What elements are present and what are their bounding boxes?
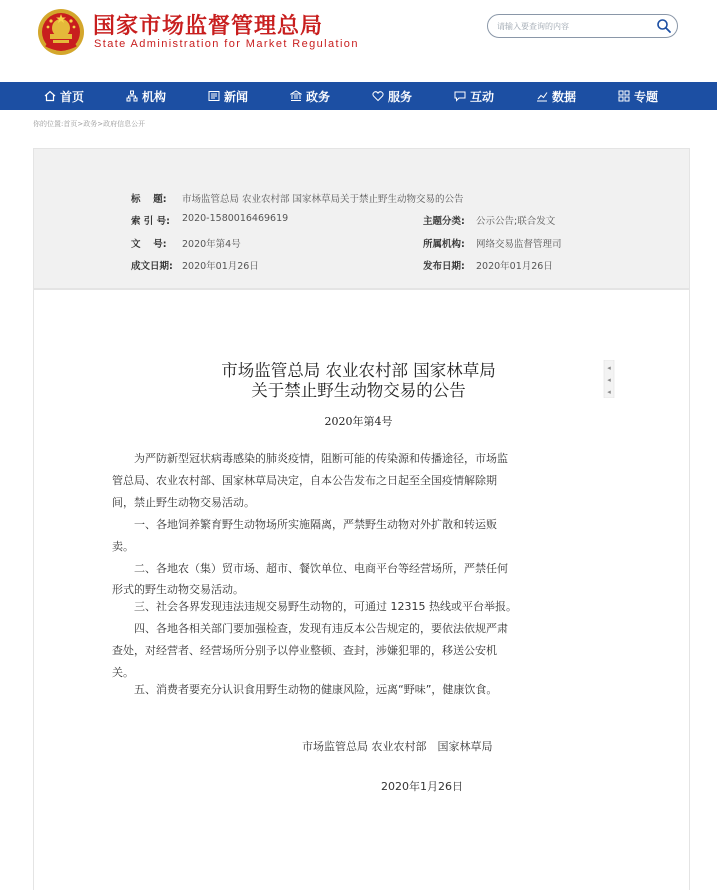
nav-item-news[interactable]	[208, 82, 248, 110]
chart-icon	[536, 90, 548, 102]
heart-icon	[372, 90, 384, 102]
meta-date-value: 2020年01月26日	[182, 261, 259, 272]
home-icon	[44, 90, 56, 102]
nav-item-home[interactable]	[44, 82, 84, 110]
nav-item-interact[interactable]	[454, 82, 494, 110]
meta-index-label: 索 引 号:	[131, 216, 170, 227]
nav-label: 机构	[142, 89, 167, 104]
meta-pubdate-label: 发布日期:	[423, 261, 465, 272]
svg-text:◂: ◂	[607, 388, 611, 396]
site-header	[0, 0, 717, 82]
nav-item-topic[interactable]	[618, 82, 658, 110]
search-input[interactable]	[497, 18, 647, 34]
paragraph-line: 卖。	[112, 540, 134, 553]
chat-icon	[454, 90, 466, 102]
meta-pubdate-value: 2020年01月26日	[476, 261, 553, 272]
nav-label: 服务	[388, 89, 413, 104]
meta-title-label: 标 题:	[131, 194, 167, 205]
site-title-english: State Administration for Market Regulation	[94, 38, 359, 50]
nav-label: 首页	[60, 89, 85, 104]
government-icon	[290, 90, 302, 102]
meta-docno-label: 文 号:	[131, 239, 167, 250]
paragraph-line: 为严防新型冠状病毒感染的肺炎疫情，阻断可能的传染源和传播途径，市场监	[112, 452, 508, 465]
paragraph-line: 四、各地各相关部门要加强检查，发现有违反本公告规定的，要依法依规严肃	[112, 622, 508, 635]
document-title-line-2: 关于禁止野生动物交易的公告	[251, 381, 466, 400]
meta-date-label: 成文日期:	[131, 261, 173, 272]
paragraph-line: 间，禁止野生动物交易活动。	[112, 496, 255, 509]
nav-item-government[interactable]	[290, 82, 330, 110]
meta-org-value: 网络交易监督管理司	[476, 239, 562, 250]
paragraph-line: 一、各地饲养繁育野生动物场所实施隔离，严禁野生动物对外扩散和转运贩	[112, 518, 497, 531]
meta-org-label: 所属机构:	[423, 239, 465, 250]
paragraph-line: 二、各地农（集）贸市场、超市、餐饮单位、电商平台等经营场所，严禁任何	[112, 562, 508, 575]
paragraph-line: 关。	[112, 666, 134, 679]
meta-docno-value: 2020年第4号	[182, 239, 241, 250]
paragraph-line: 五、消费者要充分认识食用野生动物的健康风险，远离“野味”，健康饮食。	[112, 683, 498, 696]
site-title[interactable]: 国家市场监督管理总局	[93, 14, 324, 39]
nav-item-org[interactable]	[126, 82, 166, 110]
signatories: 市场监管总局 农业农村部 国家林草局	[302, 740, 493, 753]
svg-text:◂: ◂	[607, 364, 611, 372]
meta-index-value: 2020-1580016469619	[182, 213, 289, 224]
paragraph-line: 三、社会各界发现违法违规交易野生动物的，可通过 12315 热线或平台举报。	[112, 600, 517, 613]
paragraph-line: 形式的野生动物交易活动。	[112, 583, 244, 596]
meta-title-value: 市场监管总局 农业农村部 国家林草局关于禁止野生动物交易的公告	[182, 194, 464, 205]
paragraph-line: 管总局、农业农村部、国家林草局决定，自本公告发布之日起至全国疫情解除期	[112, 474, 497, 487]
search-box	[487, 14, 678, 38]
side-tool-icons[interactable]	[603, 360, 615, 398]
meta-category-label: 主题分类:	[423, 216, 465, 227]
nav-label: 数据	[552, 89, 577, 104]
nav-item-service[interactable]	[372, 82, 412, 110]
meta-category-value: 公示公告;联合发文	[476, 216, 556, 227]
main-nav	[0, 82, 717, 110]
nav-label: 政务	[306, 89, 331, 104]
breadcrumb[interactable]: 你的位置:首页>政务>政府信息公开	[33, 120, 146, 128]
nav-label: 新闻	[224, 89, 249, 104]
news-icon	[208, 90, 220, 102]
org-icon	[126, 90, 138, 102]
svg-text:◂: ◂	[607, 376, 611, 384]
search-icon[interactable]	[656, 18, 672, 34]
paragraph-line: 查处，对经营者、经营场所分别予以停业整顿、查封，涉嫌犯罪的，移送公安机	[112, 644, 497, 657]
topic-icon	[618, 90, 630, 102]
national-emblem-icon[interactable]	[36, 7, 86, 57]
document-metadata	[33, 148, 690, 289]
nav-item-data[interactable]	[536, 82, 576, 110]
document-title-line-1: 市场监管总局 农业农村部 国家林草局	[221, 361, 496, 380]
document-number: 2020年第4号	[324, 415, 393, 428]
nav-label: 专题	[634, 89, 659, 104]
nav-label: 互动	[470, 89, 495, 104]
signature-date: 2020年1月26日	[381, 780, 463, 793]
